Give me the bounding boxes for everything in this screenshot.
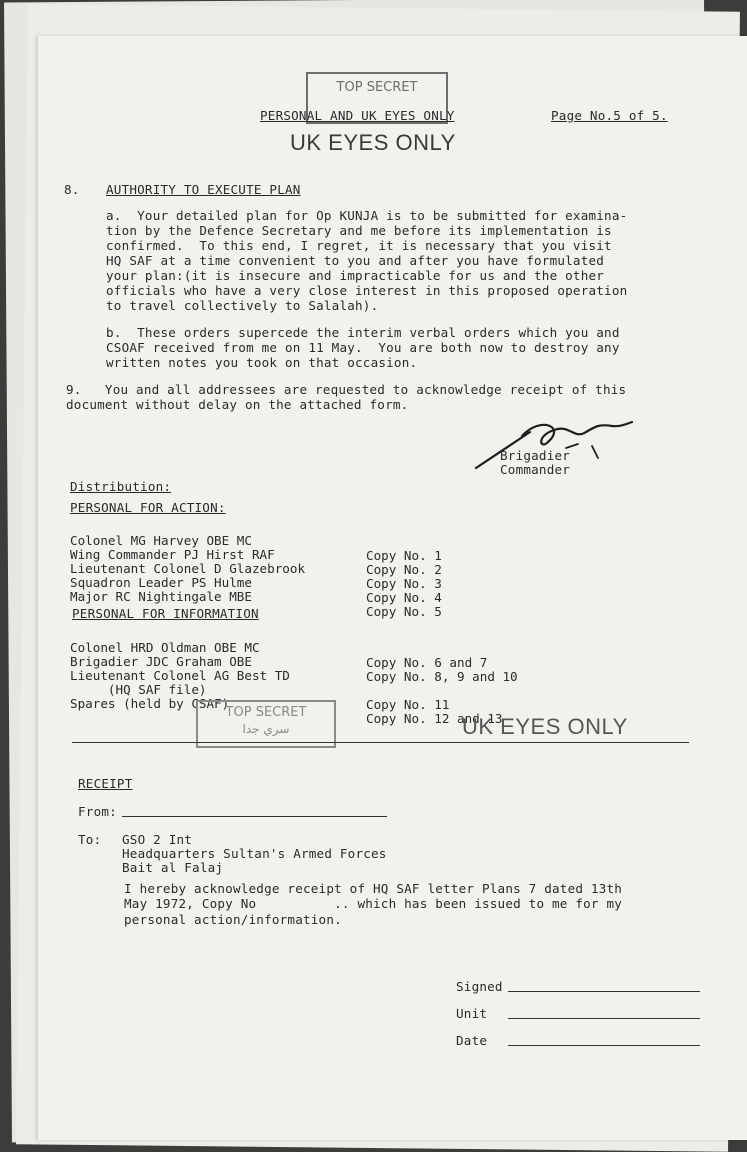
copy-number: Copy No. 4: [366, 589, 442, 605]
from-label: From:: [78, 804, 117, 819]
copy-number: Copy No. 1: [366, 547, 442, 563]
paragraph-line: 9. You and all addressees are requested to acknowledge receipt of this: [66, 382, 627, 397]
information-heading: PERSONAL FOR INFORMATION: [72, 606, 259, 621]
paragraph-line: confirmed. To this end, I regret, it is necessary that you visit: [106, 238, 612, 253]
unit-field[interactable]: [508, 1018, 700, 1019]
unit-label: Unit: [456, 1006, 488, 1021]
section-8-number: 8.: [64, 182, 80, 197]
receipt-heading: RECEIPT: [78, 776, 133, 791]
signatory-title: Commander: [500, 462, 571, 477]
date-label: Date: [456, 1033, 488, 1048]
copy-number: Copy No. 11: [366, 696, 450, 712]
paragraph-line: CSOAF received from me on 11 May. You are both now to destroy any: [106, 340, 620, 355]
paragraph-line: HQ SAF at a time convenient to you and after you have formulated: [106, 253, 605, 268]
uk-eyes-only-stamp: UK EYES ONLY: [290, 130, 456, 155]
section-8-heading: AUTHORITY TO EXECUTE PLAN: [106, 182, 301, 197]
distribution-row: [70, 576, 590, 634]
copy-number: Copy No. 6 and 7: [366, 654, 488, 670]
paragraph-line: written notes you took on that occasion.: [106, 355, 418, 370]
divider-line: [72, 742, 689, 743]
signatory-rank: Brigadier: [500, 448, 571, 463]
acknowledgement-line: I hereby acknowledge receipt of HQ SAF letter Plans 7 dated 13th: [124, 881, 623, 896]
recipient-name: Major RC Nightingale MBE: [70, 589, 252, 605]
recipient-name: Colonel MG Harvey OBE MC: [70, 533, 252, 549]
signed-field[interactable]: [508, 991, 700, 992]
recipient-name: Brigadier JDC Graham OBE: [70, 654, 252, 670]
document-page: [38, 36, 747, 1140]
paragraph-line: to travel collectively to Salalah).: [106, 298, 379, 313]
copy-number: Copy No. 8, 9 and 10: [366, 668, 518, 684]
paragraph-line: your plan:(it is insecure and impracticable for us and the other: [106, 268, 605, 283]
action-heading: PERSONAL FOR ACTION:: [70, 500, 226, 515]
signed-label: Signed: [456, 979, 503, 994]
copy-number: Copy No. 3: [366, 575, 442, 591]
distribution-heading: Distribution:: [70, 479, 172, 494]
copy-number: Copy No. 2: [366, 561, 442, 577]
recipient-name: Wing Commander PJ Hirst RAF: [70, 547, 275, 563]
date-field[interactable]: [508, 1045, 700, 1046]
acknowledgement-line: May 1972, Copy No .. which has been issued to me for my: [124, 896, 623, 911]
recipient-name: Colonel HRD Oldman OBE MC: [70, 640, 260, 656]
paragraph-line: tion by the Defence Secretary and me before its implementation is: [106, 223, 612, 238]
to-label: To:: [78, 832, 102, 847]
recipient-name: Lieutenant Colonel AG Best TD: [70, 668, 290, 684]
paragraph-line: officials who have a very close interest in this proposed operation: [106, 283, 628, 298]
paragraph-line: document without delay on the attached form.: [66, 397, 409, 412]
paragraph-line: b. These orders supercede the interim verbal orders which you and: [106, 325, 620, 340]
recipient-name: Squadron Leader PS Hulme: [70, 575, 252, 591]
recipient-name: Spares (held by CSAF): [70, 696, 230, 712]
address-line: Headquarters Sultan's Armed Forces: [122, 846, 387, 861]
personal-eyes-only-line: PERSONAL AND UK EYES ONLY: [260, 108, 455, 123]
recipient-name: (HQ SAF file): [70, 682, 207, 698]
copy-number: Copy No. 12 and 13: [366, 710, 503, 726]
paragraph-line: a. Your detailed plan for Op KUNJA is to be submitted for examina-: [106, 208, 628, 223]
page-number: Page No.5 of 5.: [551, 108, 668, 123]
acknowledgement-line: personal action/information.: [124, 912, 342, 927]
from-field[interactable]: [122, 816, 387, 817]
address-line: Bait al Falaj: [122, 860, 224, 875]
recipient-name: Lieutenant Colonel D Glazebrook: [70, 561, 306, 577]
address-line: GSO 2 Int: [122, 832, 193, 847]
top-secret-stamp: TOP SECRET: [306, 72, 448, 124]
uk-eyes-only-stamp: UK EYES ONLY: [462, 714, 628, 739]
top-secret-arabic-stamp: TOP SECRET سري جدا: [196, 700, 336, 748]
copy-number: Copy No. 5: [366, 603, 442, 619]
